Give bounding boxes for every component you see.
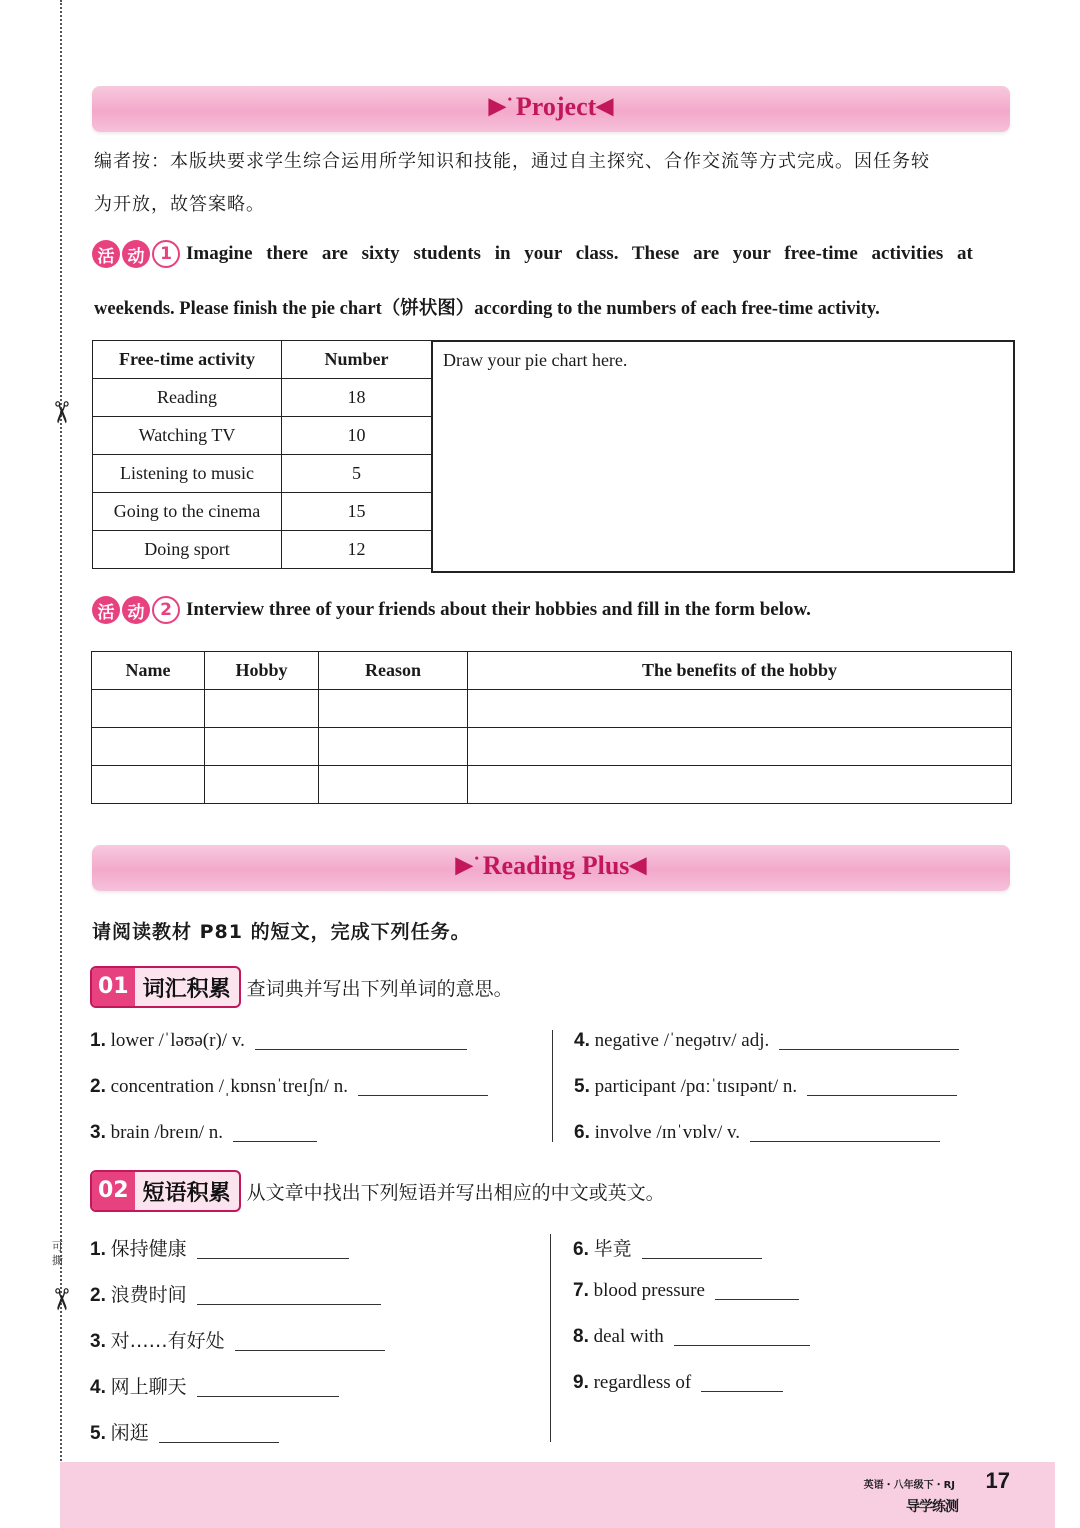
vocab-item: 3. brain /breɪn/ n.: [90, 1122, 317, 1144]
section-number: 01: [92, 968, 135, 1006]
reading-plus-banner: ▶ • Reading Plus◀: [92, 845, 1010, 891]
answer-blank[interactable]: [197, 1378, 339, 1397]
pie-chart-area[interactable]: [431, 340, 1015, 573]
table-row: Reading 18: [93, 379, 432, 417]
form-cell[interactable]: [92, 728, 205, 766]
form-cell[interactable]: [205, 766, 319, 804]
form-cell[interactable]: [319, 766, 468, 804]
form-cell[interactable]: [92, 690, 205, 728]
col-header-activity: Free-time activity: [93, 341, 282, 379]
vocab-item: 6. involve /ɪnˈvɒlv/ v.: [574, 1122, 940, 1144]
answer-blank[interactable]: [807, 1077, 957, 1096]
section-desc: 查词典并写出下列单词的意思。: [246, 977, 513, 1000]
vocab-item: 1. lower /ˈləʊə(r)/ v.: [90, 1030, 467, 1052]
activity-table: [92, 340, 432, 569]
col-header-hobby: Hobby: [205, 652, 319, 690]
editor-note: 编者按：本版块要求学生综合运用所学知识和技能，通过自主探究、合作交流等方式完成。因任务较: [94, 151, 930, 172]
section-name: 短语积累: [142, 1180, 231, 1206]
phrase-item: 8. deal with: [573, 1326, 810, 1348]
answer-blank[interactable]: [674, 1327, 810, 1346]
reading-plus-title: Reading Plus: [482, 851, 630, 880]
vocab-item: 4. negative /ˈneɡətɪv/ adj.: [574, 1030, 959, 1052]
form-cell[interactable]: [468, 728, 1012, 766]
section-desc: 从文章中找出下列短语并写出相应的中文或英文。: [246, 1181, 665, 1204]
editor-note-cont: 为开放，故答案略。: [94, 194, 265, 215]
form-cell[interactable]: [92, 766, 205, 804]
form-row: [92, 766, 1012, 804]
phrase-item: 5. 闲逛: [90, 1418, 279, 1445]
table-row: Watching TV 10: [93, 417, 432, 455]
activity1-heading: [92, 240, 973, 268]
phrase-item: 6. 毕竟: [573, 1234, 762, 1261]
triangle-right-icon: ▶: [488, 93, 506, 118]
col-header-number: Number: [282, 341, 432, 379]
form-row: [92, 728, 1012, 766]
form-cell[interactable]: [468, 766, 1012, 804]
section-01-head: [90, 966, 513, 1008]
form-cell[interactable]: [205, 690, 319, 728]
activity2-heading: [92, 596, 811, 624]
table-row: Listening to music 5: [93, 455, 432, 493]
tear-note: 可撕: [52, 1240, 63, 1267]
section-number: 02: [92, 1172, 135, 1210]
page-number: 17: [985, 1468, 1010, 1493]
answer-blank[interactable]: [701, 1373, 783, 1392]
form-cell[interactable]: [319, 728, 468, 766]
section-name: 词汇积累: [142, 976, 231, 1002]
col-header-benefits: The benefits of the hobby: [468, 652, 1012, 690]
answer-blank[interactable]: [197, 1286, 381, 1305]
column-divider: [550, 1234, 551, 1442]
book-label: 英语・八年级下・RJ: [863, 1480, 955, 1491]
form-cell[interactable]: [205, 728, 319, 766]
answer-blank[interactable]: [358, 1077, 488, 1096]
activity1-badge: 活 动 1: [92, 240, 180, 268]
activity2-text: Interview three of your friends about their hobbies and fill in the form below.: [186, 599, 811, 620]
project-title: Project: [515, 92, 597, 121]
answer-blank[interactable]: [750, 1123, 940, 1142]
phrase-item: 1. 保持健康: [90, 1234, 349, 1261]
answer-blank[interactable]: [715, 1281, 799, 1300]
triangle-left-icon: ◀: [596, 93, 614, 118]
section-02-head: [90, 1170, 665, 1212]
answer-blank[interactable]: [642, 1240, 762, 1259]
answer-blank[interactable]: [779, 1031, 959, 1050]
form-cell[interactable]: [319, 690, 468, 728]
scissors-icon: ✂: [43, 399, 79, 426]
scissors-icon: ✂: [43, 1286, 79, 1313]
activity1-text-cont: weekends. Please finish the pie chart（饼状图）according to the numbers of each free-time activity.: [94, 299, 880, 319]
phrase-item: 3. 对……有好处: [90, 1326, 385, 1353]
vocab-item: 5. participant /pɑːˈtɪsɪpənt/ n.: [574, 1076, 957, 1098]
answer-blank[interactable]: [159, 1424, 279, 1443]
phrase-item: 7. blood pressure: [573, 1280, 799, 1302]
answer-blank[interactable]: [233, 1123, 317, 1142]
table-row: Doing sport 12: [93, 531, 432, 569]
answer-blank[interactable]: [197, 1240, 349, 1259]
phrase-item: 9. regardless of: [573, 1372, 783, 1394]
column-divider: [552, 1030, 553, 1142]
reading-instruction: 请阅读教材 P81 的短文，完成下列任务。: [92, 921, 471, 943]
activity1-text: Imagine there are sixty students in your class. These are your free-time activities at: [186, 243, 973, 264]
project-banner: ▶ • Project◀: [92, 86, 1010, 132]
activity2-badge: 活 动 2: [92, 596, 180, 624]
phrase-item: 4. 网上聊天: [90, 1372, 339, 1399]
col-header-reason: Reason: [319, 652, 468, 690]
phrase-item: 2. 浪费时间: [90, 1280, 381, 1307]
triangle-left-icon: ◀: [629, 852, 647, 877]
chart-prompt: Draw your pie chart here.: [443, 350, 628, 370]
form-row: [92, 690, 1012, 728]
table-row: Going to the cinema 15: [93, 493, 432, 531]
vocab-item: 2. concentration /ˌkɒnsnˈtreɪʃn/ n.: [90, 1076, 488, 1098]
footer-band: [60, 1462, 1055, 1528]
answer-blank[interactable]: [255, 1031, 467, 1050]
answer-blank[interactable]: [235, 1332, 385, 1351]
triangle-right-icon: ▶: [455, 852, 473, 877]
interview-form: [91, 651, 1012, 804]
brand-logo: 导学练测: [906, 1499, 958, 1515]
col-header-name: Name: [92, 652, 205, 690]
form-cell[interactable]: [468, 690, 1012, 728]
